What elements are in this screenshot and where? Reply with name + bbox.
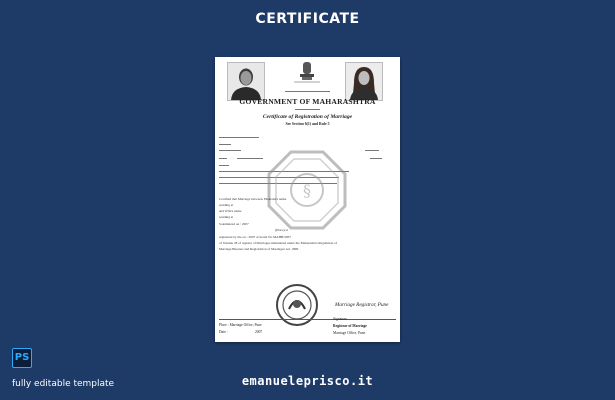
body-line: (Place) at [275,228,288,232]
editable-template-label: fully editable template [12,379,115,389]
devanagari-line [365,150,379,151]
website-link[interactable]: emanueleprisco.it [241,374,374,388]
official-seal-icon [275,283,319,327]
date-value: 2007 [255,330,263,334]
certificate-title: Certificate of Registration of Marriage [262,114,353,120]
date-label: Date : [219,330,228,334]
body-line: residing at [219,215,234,219]
devanagari-line [295,109,320,110]
government-title: GOVERNMENT OF MAHARASHTRA [239,97,376,106]
national-emblem-icon [291,61,323,83]
devanagari-line [219,165,229,166]
certificate-subtitle: See Section 6(1) and Rule 5 [285,122,330,126]
devanagari-line [219,137,259,138]
registrar-title: Registrar of Marriage [333,324,367,328]
body-line: of Volume 28 of register of Marriages maintained under the Maharashtra Regulation of [219,241,337,245]
husband-photo [227,62,265,101]
body-line: Marriage Bureaus and Registration of Marriages Act 1998. [219,247,299,251]
devanagari-line [370,158,382,159]
devanagari-line [237,158,263,159]
document-rule [219,319,396,320]
devanagari-line [219,158,227,159]
registrar-office: Marriage Office, Pune [333,331,366,335]
devanagari-line [219,150,241,151]
registrar-signature: Marriage Registrar, Pune [335,302,389,308]
body-line: residing at [219,203,234,207]
page-heading: CERTIFICATE [255,11,360,27]
wife-photo [345,62,383,101]
certificate-document [215,57,400,342]
body-line: registered by me on : 2007 at Serial No MAHB/2007 [219,235,292,239]
place-label: Place : Marriage Office, Pune [219,323,262,327]
seal-watermark-icon [267,150,347,230]
signature-label: Signature [333,317,347,321]
devanagari-line [219,144,231,145]
svg-text:§: § [303,181,311,200]
photoshop-icon: PS [12,348,32,368]
body-line: and Wife's name [219,209,242,213]
devanagari-header-line [285,91,330,92]
body-line: Certified that Marriage between, Husband's name [219,197,287,201]
body-line: Solemnized on : 2007 [219,222,249,226]
